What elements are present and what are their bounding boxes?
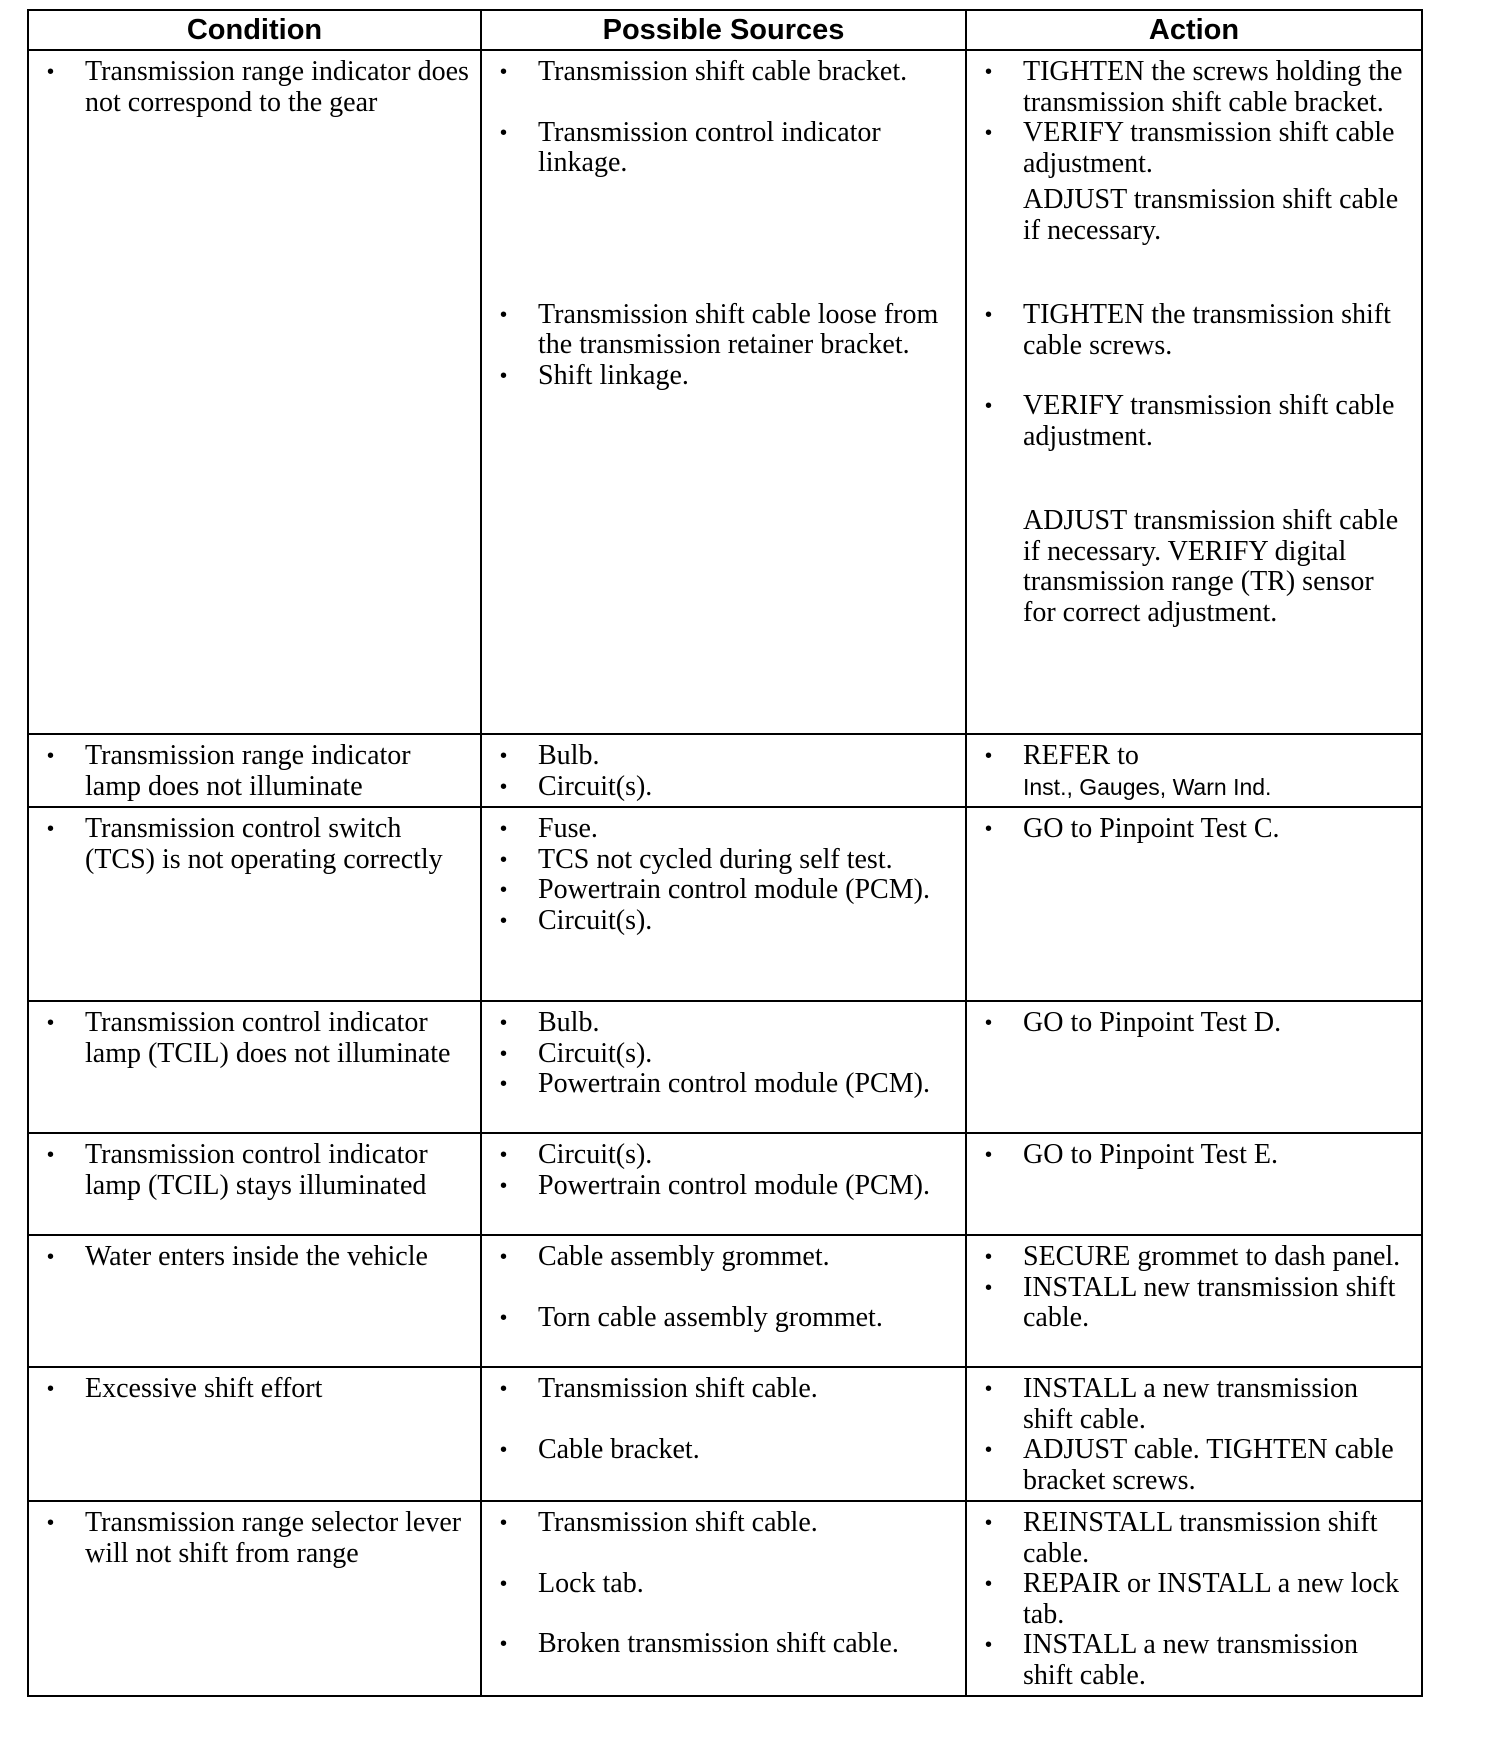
bullet-icon: •: [985, 1634, 993, 1656]
source-item: • Powertrain control module (PCM).: [488, 1069, 957, 1100]
action-cell: [966, 1501, 1422, 1696]
source-item: • Transmission shift cable.: [488, 1508, 957, 1539]
bullet-icon: •: [985, 1012, 993, 1034]
symptom-chart-table: [27, 9, 1423, 1697]
sources-cell: [481, 1367, 966, 1501]
source-item: • Cable bracket.: [488, 1435, 957, 1466]
source-item: • Transmission shift cable bracket.: [488, 57, 957, 88]
bullet-icon: •: [500, 1144, 508, 1166]
reference-section-link[interactable]: Inst., Gauges, Warn Ind.: [1023, 773, 1272, 800]
bullet-icon: •: [47, 745, 55, 767]
bullet-icon: •: [47, 1144, 55, 1166]
bullet-icon: •: [985, 1512, 993, 1534]
action-item: • GO to Pinpoint Test D.: [973, 1008, 1413, 1039]
table-row: [28, 1235, 1422, 1367]
source-item: • Bulb.: [488, 741, 957, 772]
sources-cell: [481, 1133, 966, 1235]
action-item: • INSTALL a new transmission shift cable.: [973, 1630, 1413, 1691]
bullet-icon: •: [985, 818, 993, 840]
action-item: • GO to Pinpoint Test C.: [973, 814, 1413, 845]
action-note: ADJUST transmission shift cable if necessary. VERIFY digital transmission range (TR) sensor for correct adjustment.: [1023, 505, 1399, 628]
action-item: • INSTALL a new transmission shift cable.: [973, 1374, 1413, 1435]
sources-cell: [481, 807, 966, 1001]
bullet-icon: •: [500, 1042, 508, 1065]
table-row: [28, 50, 1422, 734]
condition-item: • Transmission range indicator lamp does not illuminate: [35, 741, 472, 802]
action-item: • TIGHTEN the screws holding the transmission shift cable bracket.: [973, 57, 1413, 118]
condition-item: • Transmission control indicator lamp (TCIL) does not illuminate: [35, 1008, 472, 1069]
source-item: • Transmission shift cable.: [488, 1374, 957, 1405]
action-item: • GO to Pinpoint Test E.: [973, 1140, 1413, 1171]
bullet-icon: •: [47, 1012, 55, 1034]
source-item: • Cable assembly grommet.: [488, 1242, 957, 1273]
source-item: • Fuse.: [488, 814, 957, 845]
bullet-icon: •: [47, 61, 55, 83]
action-cell: [966, 1367, 1422, 1501]
sources-cell: [481, 734, 966, 807]
bullet-icon: •: [985, 1573, 993, 1595]
bullet-icon: •: [985, 745, 993, 767]
bullet-icon: •: [500, 1306, 508, 1329]
condition-cell: [28, 1133, 481, 1235]
bullet-icon: •: [500, 818, 508, 840]
condition-cell: [28, 50, 481, 734]
bullet-icon: •: [500, 121, 508, 144]
table-row: [28, 1367, 1422, 1501]
bullet-icon: •: [500, 745, 508, 767]
table-row: [28, 1133, 1422, 1235]
action-item: • SECURE grommet to dash panel.: [973, 1242, 1413, 1273]
condition-item: • Water enters inside the vehicle: [35, 1242, 472, 1273]
action-item: • REFER to: [973, 741, 1413, 772]
bullet-icon: •: [500, 1073, 508, 1095]
bullet-icon: •: [500, 909, 508, 932]
possible-sources-column-header: Possible Sources: [481, 10, 966, 50]
condition-column-header: Condition: [28, 10, 481, 50]
condition-cell: [28, 807, 481, 1001]
action-item: • VERIFY transmission shift cable adjustment.: [973, 391, 1413, 452]
bullet-icon: •: [47, 1246, 55, 1268]
condition-item: • Excessive shift effort: [35, 1374, 472, 1405]
bullet-icon: •: [985, 61, 993, 83]
action-item: • REPAIR or INSTALL a new lock tab.: [973, 1569, 1413, 1630]
table-row: [28, 1001, 1422, 1133]
action-cell: [966, 1133, 1422, 1235]
bullet-icon: •: [500, 775, 508, 798]
condition-cell: [28, 734, 481, 807]
bullet-icon: •: [500, 364, 508, 387]
condition-cell: [28, 1001, 481, 1133]
bullet-icon: •: [500, 1512, 508, 1534]
bullet-icon: •: [985, 1144, 993, 1166]
bullet-icon: •: [500, 879, 508, 901]
source-item: • Transmission shift cable loose from the transmission retainer bracket.: [488, 300, 957, 361]
source-item: • Lock tab.: [488, 1569, 957, 1600]
action-item: • ADJUST cable. TIGHTEN cable bracket screws.: [973, 1435, 1413, 1496]
source-item: • Powertrain control module (PCM).: [488, 875, 957, 906]
sources-cell: [481, 1001, 966, 1133]
source-item: • Powertrain control module (PCM).: [488, 1171, 957, 1202]
condition-item: • Transmission control indicator lamp (TCIL) stays illuminated: [35, 1140, 472, 1201]
table-row: [28, 1501, 1422, 1696]
source-item: • Broken transmission shift cable.: [488, 1629, 957, 1660]
bullet-icon: •: [47, 1512, 55, 1534]
condition-cell: [28, 1367, 481, 1501]
bullet-icon: •: [47, 1378, 55, 1400]
action-cell: [966, 734, 1422, 807]
source-item: • Shift linkage.: [488, 361, 957, 392]
bullet-icon: •: [500, 303, 508, 326]
action-note: ADJUST transmission shift cable if necessary.: [1023, 184, 1399, 246]
bullet-icon: •: [985, 1246, 993, 1268]
condition-item: • Transmission control switch (TCS) is not operating correctly: [35, 814, 472, 875]
bullet-icon: •: [985, 395, 993, 417]
condition-item: • Transmission range indicator does not correspond to the gear: [35, 57, 472, 118]
bullet-icon: •: [985, 1276, 993, 1299]
action-cell: [966, 807, 1422, 1001]
sources-cell: [481, 1501, 966, 1696]
bullet-icon: •: [500, 1378, 508, 1400]
bullet-icon: •: [985, 1439, 993, 1461]
table-row: [28, 734, 1422, 807]
condition-cell: [28, 1235, 481, 1367]
condition-cell: [28, 1501, 481, 1696]
table-row: [28, 807, 1422, 1001]
table-header-row: [28, 10, 1422, 50]
bullet-icon: •: [500, 1572, 508, 1595]
bullet-icon: •: [500, 848, 508, 871]
source-item: • Circuit(s).: [488, 1039, 957, 1070]
bullet-icon: •: [47, 818, 55, 840]
action-cell: [966, 1235, 1422, 1367]
action-item: • VERIFY transmission shift cable adjustment.: [973, 118, 1413, 179]
bullet-icon: •: [500, 61, 508, 83]
source-item: • Bulb.: [488, 1008, 957, 1039]
source-item: • TCS not cycled during self test.: [488, 845, 957, 876]
action-item: • REINSTALL transmission shift cable.: [973, 1508, 1413, 1569]
condition-item: • Transmission range selector lever will not shift from range: [35, 1508, 472, 1569]
source-item: • Transmission control indicator linkage.: [488, 118, 957, 179]
bullet-icon: •: [500, 1633, 508, 1655]
action-cell: [966, 50, 1422, 734]
action-item: • TIGHTEN the transmission shift cable screws.: [973, 300, 1413, 361]
bullet-icon: •: [500, 1438, 508, 1461]
source-item: • Circuit(s).: [488, 906, 957, 937]
action-cell: [966, 1001, 1422, 1133]
bullet-icon: •: [985, 304, 993, 326]
source-item: • Circuit(s).: [488, 1140, 957, 1171]
bullet-icon: •: [500, 1174, 508, 1197]
sources-cell: [481, 50, 966, 734]
bullet-icon: •: [985, 1378, 993, 1400]
diagnosis-table-sheet: [27, 9, 1421, 1697]
bullet-icon: •: [500, 1246, 508, 1268]
bullet-icon: •: [985, 122, 993, 144]
sources-cell: [481, 1235, 966, 1367]
source-item: • Torn cable assembly grommet.: [488, 1303, 957, 1334]
source-item: • Circuit(s).: [488, 772, 957, 803]
action-column-header: Action: [966, 10, 1422, 50]
action-item: • INSTALL new transmission shift cable.: [973, 1273, 1413, 1334]
bullet-icon: •: [500, 1012, 508, 1034]
